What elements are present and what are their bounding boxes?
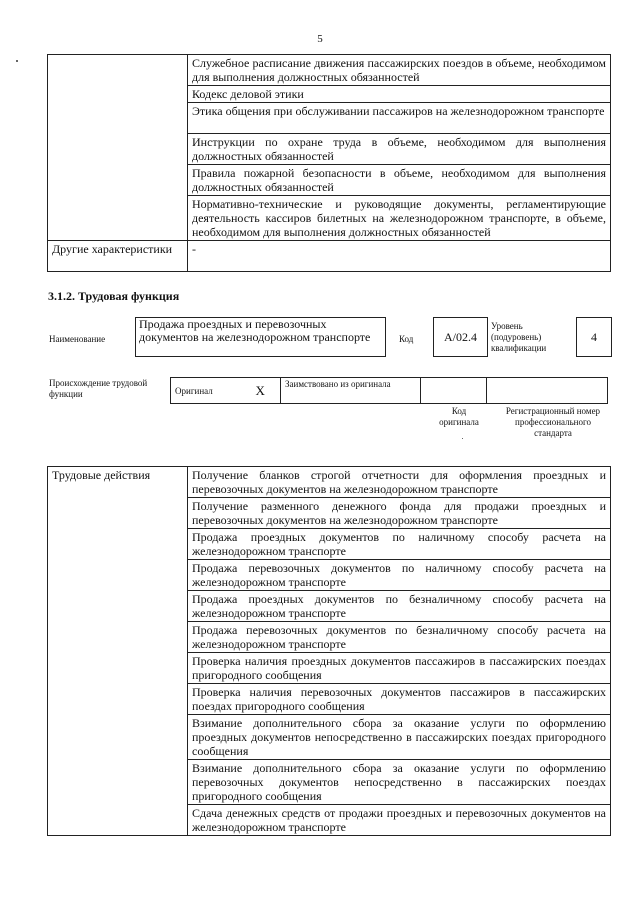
requirement-item: Кодекс деловой этики (188, 86, 611, 103)
level-box (576, 317, 612, 357)
requirement-item: Служебное расписание движения пассажирских поездов в объеме, необходимом для выполнения должностных обязанностей (188, 55, 611, 86)
reg-number-cell (487, 378, 608, 404)
requirement-item: Инструкции по охране труда в объеме, необходимом для выполнения должностных обязанностей (188, 134, 611, 165)
labor-action-item: Продажа перевозочных документов по безналичному способу расчета на железнодорожном транспорте (188, 622, 611, 653)
code-original-label: Код оригинала (439, 406, 479, 427)
level-value: 4 (591, 329, 597, 344)
requirements-label-cell (48, 55, 188, 241)
labor-action-item: Продажа проездных документов по безналичному способу расчета на железнодорожном транспорте (188, 591, 611, 622)
code-box (433, 317, 488, 357)
requirements-table (47, 54, 611, 272)
origin-table (170, 377, 608, 404)
scan-speck (462, 438, 463, 439)
code-original-cell (421, 378, 487, 404)
level-label: Уровень (подуровень) квалификации (491, 321, 547, 353)
labor-action-item: Проверка наличия перевозочных документов пассажиров в пассажирских поездах пригородного сообщения (188, 684, 611, 715)
page-number: 5 (317, 33, 323, 45)
labor-action-item: Продажа перевозочных документов по наличному способу расчета на железнодорожном транспорте (188, 560, 611, 591)
labor-action-item: Продажа проездных документов по наличному способу расчета на железнодорожном транспорте (188, 529, 611, 560)
origin-label: Происхождение трудовой функции (49, 378, 148, 399)
labor-actions-label: Трудовые действия (48, 467, 188, 836)
labor-action-item: Проверка наличия проездных документов пассажиров в пассажирских поездах пригородного сообщения (188, 653, 611, 684)
requirement-item: Этика общения при обслуживании пассажиров на железнодорожном транспорте (188, 103, 611, 134)
labor-action-item: Получение бланков строгой отчетности для оформления проездных и перевозочных документов на железнодорожном транспорте (188, 467, 611, 498)
reg-number-label: Регистрационный номер профессионального стандарта (505, 406, 601, 438)
other-characteristics-label: Другие характеристики (48, 241, 188, 272)
scan-speck (16, 60, 18, 62)
function-name-box (135, 317, 386, 357)
function-name: Продажа проездных и перевозочных документов на железнодорожном транспорте (139, 317, 371, 344)
labor-action-item: Взимание дополнительного сбора за оказание услуги по оформлению проездных документов непосредственно в пассажирских поездах пригородного сообщения (188, 715, 611, 760)
original-label: Оригинал (171, 378, 241, 404)
other-characteristics-value: - (188, 241, 611, 272)
code-value: A/02.4 (444, 329, 477, 344)
requirement-item: Нормативно-технические и руководящие документы, регламентирующие деятельность кассиров билетных на железнодорожном транспорте, в объеме, необходимом для выполнения должностных обязанностей (188, 196, 611, 241)
borrowed-label: Заимствовано из оригинала (281, 378, 421, 404)
labor-action-item: Получение разменного денежного фонда для продажи проездных и перевозочных документов на железнодорожном транспорте (188, 498, 611, 529)
labor-action-item: Взимание дополнительного сбора за оказание услуги по оформлению перевозочных документов непосредственно в пассажирских поездах пригородного сообщения (188, 760, 611, 805)
section-heading: 3.1.2. Трудовая функция (48, 289, 180, 303)
labor-actions-table (47, 466, 611, 836)
original-mark: X (241, 378, 281, 404)
code-label: Код (399, 334, 414, 344)
labor-action-item: Сдача денежных средств от продажи проездных и перевозочных документов на железнодорожном транспорте (188, 805, 611, 836)
name-label: Наименование (49, 334, 106, 344)
requirement-item: Правила пожарной безопасности в объеме, необходимом для выполнения должностных обязанностей (188, 165, 611, 196)
